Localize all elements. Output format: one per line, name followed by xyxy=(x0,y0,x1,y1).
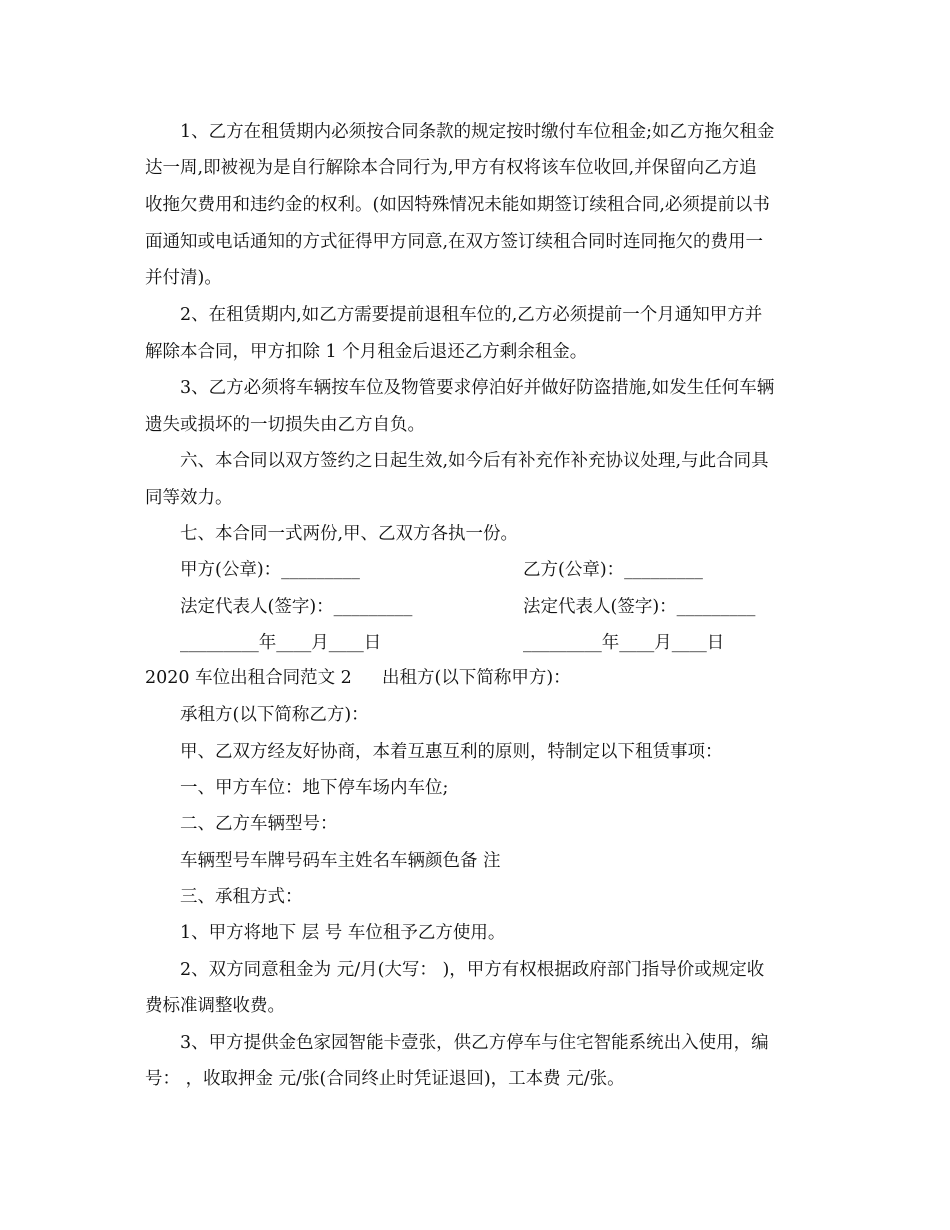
clause-1-line-5: 并付清)。 xyxy=(145,268,222,288)
clause-1-line-4: 面通知或电话通知的方式征得甲方同意,在双方签订续租合同时连同拖欠的费用一 xyxy=(145,232,764,252)
clause-2-line-2: 解除本合同，甲方扣除 1 个月租金后退还乙方剩余租金。 xyxy=(145,342,588,362)
lease-clause-2-line-1: 2、双方同意租金为 元/月(大写： )，甲方有权根据政府部门指导价或规定收 xyxy=(180,960,765,980)
lease-clause-3-line-2: 号： ，收取押金 元/张(合同终止时凭证退回)，工本费 元/张。 xyxy=(145,1069,625,1089)
item-2-vehicle-model: 二、乙方车辆型号： xyxy=(180,814,338,834)
party-a-seal: 甲方(公章)：_________ xyxy=(180,560,360,580)
clause-1-line-2: 达一周,即被视为是自行解除本合同行为,甲方有权将该车位收回,并保留向乙方追 xyxy=(145,158,757,178)
lease-clause-1: 1、甲方将地下 层 号 车位租予乙方使用。 xyxy=(180,923,506,943)
item-1-parking-space: 一、甲方车位：地下停车场内车位; xyxy=(180,778,449,798)
section-heading: 2020 车位出租合同范文 2 xyxy=(145,668,352,688)
lease-clause-2-line-2: 费标准调整收费。 xyxy=(145,996,285,1016)
clause-3-line-1: 3、乙方必须将车辆按车位及物管要求停泊好并做好防盗措施,如发生任何车辆 xyxy=(180,378,775,398)
article-6-line-2: 同等效力。 xyxy=(145,488,233,508)
lessee-label: 承租方(以下简称乙方)： xyxy=(180,705,369,725)
party-a-representative: 法定代表人(签字)：_________ xyxy=(180,597,413,617)
party-b-date: _________年____月____日 xyxy=(523,633,725,653)
clause-1-line-3: 收拖欠费用和违约金的权利。(如因特殊情况未能如期签订续租合同,必须提前以书 xyxy=(145,195,770,215)
lessor-label: 出租方(以下简称甲方)： xyxy=(382,668,571,688)
party-a-date: _________年____月____日 xyxy=(180,633,382,653)
vehicle-fields: 车辆型号车牌号码车主姓名车辆颜色备 注 xyxy=(180,851,501,871)
party-b-representative: 法定代表人(签字)：_________ xyxy=(523,597,756,617)
clause-2-line-1: 2、在租赁期内,如乙方需要提前退租车位的,乙方必须提前一个月通知甲方并 xyxy=(180,305,763,325)
item-3-lease-method: 三、承租方式： xyxy=(180,887,303,907)
article-7: 七、本合同一式两份,甲、乙双方各执一份。 xyxy=(180,524,519,544)
intro-text: 甲、乙双方经友好协商，本着互惠互利的原则，特制定以下租赁事项： xyxy=(180,742,723,762)
article-6-line-1: 六、本合同以双方签约之日起生效,如今后有补充作补充协议处理,与此合同具 xyxy=(180,451,769,471)
party-b-seal: 乙方(公章)：_________ xyxy=(523,560,703,580)
clause-3-line-2: 遗失或损坏的一切损失由乙方自负。 xyxy=(145,415,425,435)
clause-1-line-1: 1、乙方在租赁期内必须按合同条款的规定按时缴付车位租金;如乙方拖欠租金 xyxy=(180,122,775,142)
lease-clause-3-line-1: 3、甲方提供金色家园智能卡壹张，供乙方停车与住宅智能系统出入使用，编 xyxy=(180,1033,769,1053)
